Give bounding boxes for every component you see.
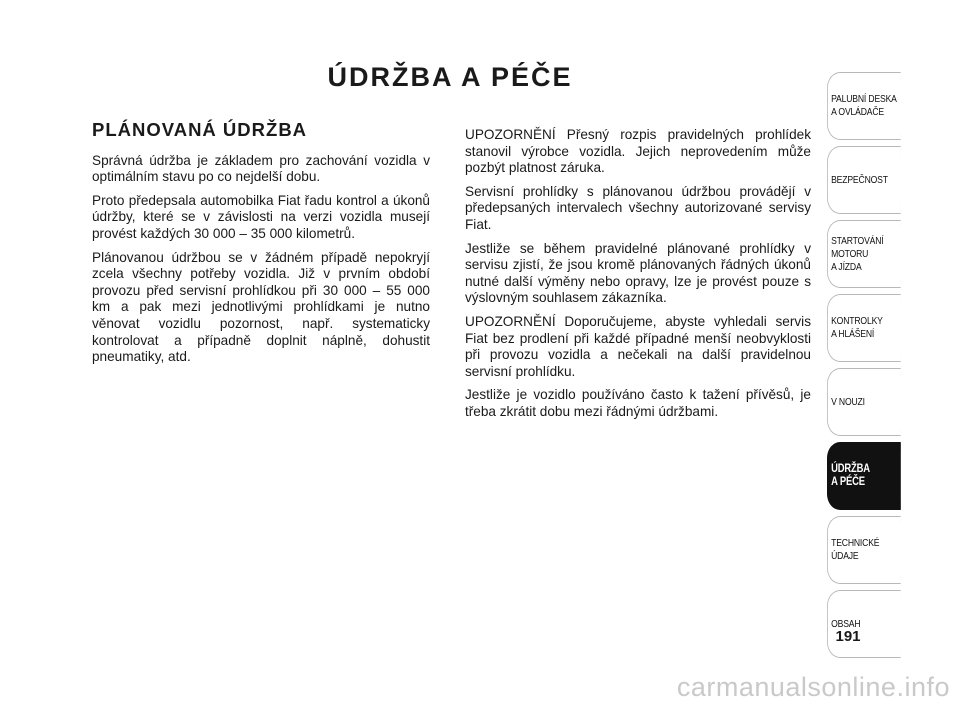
paragraph: Správná údržba je základem pro zachování vozidla v optimálním stavu po co nejdelší dobu. xyxy=(92,152,430,185)
tab-palubni-deska[interactable] xyxy=(827,72,901,140)
left-column xyxy=(92,119,430,373)
warning-label: UPOZORNĚNÍ xyxy=(465,127,556,142)
paragraph: Jestliže se během pravidelné plánované prohlídky v servisu zjistí, že jsou kromě plánovaných řádných úkonů nutné další výměny nebo opravy, lze je provést pouze s výslovným souhlasem zákazníka. xyxy=(465,240,811,306)
watermark: carmanualsonline.info xyxy=(676,672,950,702)
tab-label: STARTOVÁNÍ MOTORU A JÍZDA xyxy=(831,234,884,273)
page-title: ÚDRŽBA A PÉČE xyxy=(327,62,573,92)
tab-label: BEZPEČNOST xyxy=(831,173,888,186)
paragraph: Plánovanou údržbou se v žádném případě nepokryjí zcela všechny potřeby vozidla. Již v prvním období provozu před servisní prohlídkou při 30 000 – 55 000 km a pak mezi jednotlivými prohlídkami je nutno věnovat vozidlu pozornost, např. systematicky kontrolovat a případně doplnit náplně, dohustit pneumatiky, atd. xyxy=(92,249,430,365)
section-heading: PLÁNOVANÁ ÚDRŽBA xyxy=(92,119,308,140)
chapter-tabs xyxy=(827,72,917,664)
paragraph: Jestliže je vozidlo používáno často k tažení přívěsů, je třeba zkrátit dobu mezi řádnými údržbami. xyxy=(465,387,811,419)
tab-udrzba-active[interactable] xyxy=(827,442,901,510)
warning-text: Přesný rozpis pravidelných prohlídek stanovil výrobce vozidla. Jejich neprovedením může pozbýt platnost záruka. xyxy=(465,127,811,176)
tab-kontrolky[interactable] xyxy=(827,294,901,362)
warning-label: UPOZORNĚNÍ xyxy=(465,313,556,329)
tab-label: PALUBNÍ DESKA A OVLÁDAČE xyxy=(831,93,897,118)
tab-bezpecnost[interactable] xyxy=(827,146,901,214)
right-column xyxy=(465,127,811,428)
tab-label: KONTROLKY A HLÁŠENÍ xyxy=(831,315,883,340)
tab-v-nouzi[interactable] xyxy=(827,368,901,436)
tab-label: TECHNICKÉ ÚDAJE xyxy=(831,537,880,562)
tab-label: ÚDRŽBA A PÉČE xyxy=(831,463,870,488)
tab-technicke-udaje[interactable] xyxy=(827,516,901,584)
warning-paragraph xyxy=(465,314,811,380)
tab-label: V NOUZI xyxy=(831,395,865,408)
paragraph: Proto předepsala automobilka Fiat řadu kontrol a úkonů údržby, které se v závislosti na verzi vozidla musejí provést každých 30 000 – 35 000 kilometrů. xyxy=(92,192,430,241)
tab-obsah[interactable] xyxy=(827,590,901,658)
paragraph: Servisní prohlídky s plánovanou údržbou provádějí v předepsaných intervalech všechny autorizované servisy Fiat. xyxy=(465,183,811,232)
tab-label: OBSAH xyxy=(831,617,861,630)
warning-text: Doporučujeme, abyste vyhledali servis Fiat bez prodlení při každé případné menší neobvyklosti při provozu vozidla a nečekali na další pravidelnou servisní prohlídku. xyxy=(465,313,811,379)
warning-paragraph xyxy=(465,127,811,177)
page-number: 191 xyxy=(835,628,861,645)
tab-startovani[interactable] xyxy=(827,220,901,288)
